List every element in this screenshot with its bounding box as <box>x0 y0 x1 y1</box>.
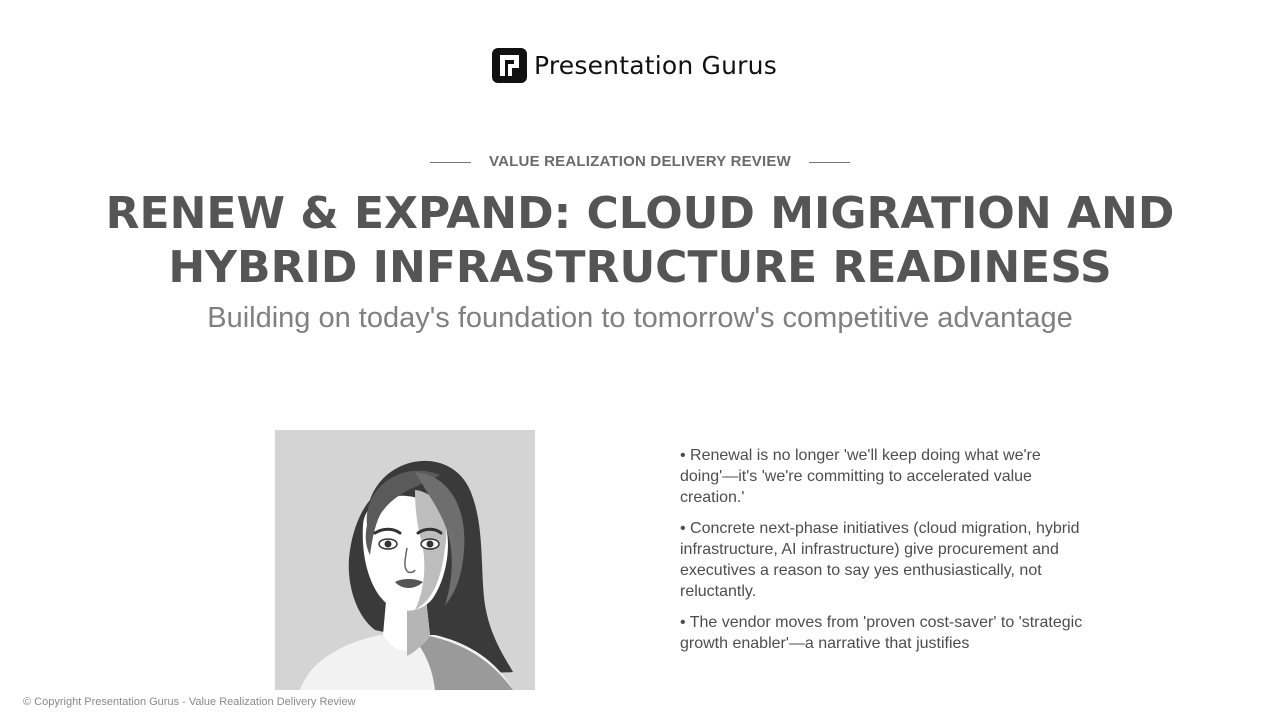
slide-title-line-1: RENEW & EXPAND: CLOUD MIGRATION AND <box>105 188 1175 239</box>
slide-subtitle: Building on today's foundation to tomorrow's competitive advantage <box>207 302 1073 334</box>
portrait-image <box>275 430 535 690</box>
key-points-list <box>680 445 1100 664</box>
brand-logo <box>492 47 777 84</box>
bullet-item: • The vendor moves from 'proven cost-saver' to 'strategic growth enabler'—a narrative that justifies <box>680 614 1083 652</box>
bullet-item: • Concrete next-phase initiatives (cloud migration, hybrid infrastructure, AI infrastructure) give procurement and executives a reason to say yes enthusiastically, not reluctantly. <box>680 520 1080 600</box>
section-eyebrow <box>0 150 1280 174</box>
slide-title <box>0 187 1280 295</box>
bullet-item: • Renewal is no longer 'we'll keep doing what we're doing'—it's 'we're committing to accelerated value creation.' <box>680 447 1041 506</box>
woman-portrait-icon <box>275 430 535 690</box>
eyebrow-divider-right <box>809 162 850 163</box>
presentation-gurus-logo-icon <box>492 48 527 83</box>
copyright-footer: © Copyright Presentation Gurus - Value Realization Delivery Review <box>23 696 356 708</box>
eyebrow-divider-left <box>430 162 471 163</box>
brand-name: Presentation Gurus <box>534 51 777 80</box>
slide-title-line-2: HYBRID INFRASTRUCTURE READINESS <box>168 242 1112 293</box>
eyebrow-label: VALUE REALIZATION DELIVERY REVIEW <box>489 153 791 170</box>
